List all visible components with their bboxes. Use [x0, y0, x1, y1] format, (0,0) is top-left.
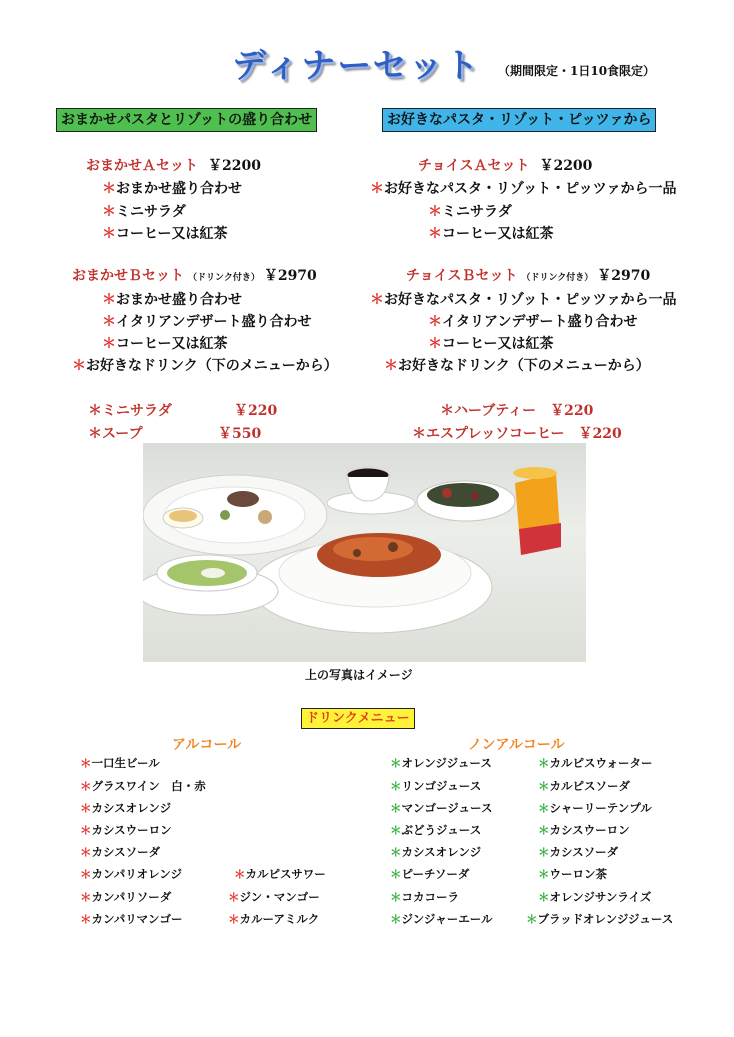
- choice-b-price: ￥2970: [597, 268, 651, 284]
- omakase-b-note: （ドリンク付き）: [188, 273, 260, 283]
- extra-salad: ＊ミニサラダ: [88, 403, 172, 419]
- alcohol-item: ＊カシスオレンジ: [80, 801, 172, 815]
- extra-soup: ＊スープ: [88, 426, 143, 442]
- omakase-a-price: ￥2200: [208, 158, 261, 174]
- omakase-a-item: ＊コーヒー又は紅茶: [102, 226, 228, 242]
- alcohol-item: ＊カシスウーロン: [80, 823, 172, 837]
- choice-a-item: ＊ミニサラダ: [428, 204, 512, 220]
- nonalcohol-item: ＊オレンジジュース: [390, 756, 492, 770]
- page-title: ディナーセット: [232, 46, 481, 86]
- omakase-b-item: ＊おまかせ盛り合わせ: [102, 292, 242, 308]
- choice-a-price: ￥2200: [539, 158, 593, 174]
- alcohol-item: ＊カンパリオレンジ: [80, 867, 183, 881]
- extra-salad-price: ￥220: [234, 403, 278, 419]
- nonalcohol-item: ＊シャーリーテンプル: [538, 801, 652, 815]
- omakase-b-name: おまかせＢセット: [72, 268, 184, 284]
- photo-caption: 上の写真はイメージ: [305, 668, 413, 682]
- alcohol-item: ＊カルーアミルク: [228, 912, 320, 926]
- choice-b-header: [406, 265, 650, 285]
- choice-a-item: ＊コーヒー又は紅茶: [428, 226, 554, 242]
- choice-a-header: [418, 155, 592, 175]
- nonalcohol-item: ＊カシスウーロン: [538, 823, 630, 837]
- dinner-photo-image: [143, 443, 586, 662]
- alcohol-item: ＊カルピスサワー: [234, 867, 326, 881]
- omakase-a-item: ＊おまかせ盛り合わせ: [102, 181, 242, 197]
- nonalcohol-title: ノンアルコール: [468, 737, 565, 753]
- omakase-a-header: [86, 155, 261, 175]
- omakase-b-price: ￥2970: [263, 268, 317, 284]
- omakase-a-item: ＊ミニサラダ: [102, 204, 186, 220]
- nonalcohol-item: ＊ウーロン茶: [538, 867, 607, 881]
- alcohol-item: ＊グラスワイン 白・赤: [80, 779, 206, 793]
- choice-b-item: ＊お好きなドリンク（下のメニューから）: [384, 358, 650, 374]
- nonalcohol-item: ＊ぶどうジュース: [390, 823, 482, 837]
- page-subtitle: （期間限定・1日10食限定）: [498, 64, 656, 78]
- choice-b-note: （ドリンク付き）: [521, 273, 594, 283]
- nonalcohol-item: ＊コカコーラ: [390, 890, 459, 904]
- choice-b-item: ＊コーヒー又は紅茶: [428, 336, 554, 352]
- choice-b-item: ＊お好きなパスタ・リゾット・ピッツァから一品: [370, 292, 677, 308]
- dinner-photo: [143, 443, 586, 662]
- nonalcohol-item: ＊ピーチソーダ: [390, 867, 470, 881]
- alcohol-item: ＊カンパリマンゴー: [80, 912, 183, 926]
- choice-b-name: チョイスＢセット: [406, 268, 518, 284]
- extra-herbtea: ＊ハーブティー ￥220: [440, 403, 594, 419]
- alcohol-title: アルコール: [172, 737, 242, 753]
- omakase-b-item: ＊イタリアンデザート盛り合わせ: [102, 314, 312, 330]
- nonalcohol-item: ＊ブラッドオレンジジュース: [526, 912, 674, 926]
- nonalcohol-item: ＊マンゴージュース: [390, 801, 493, 815]
- omakase-a-name: おまかせＡセット: [86, 158, 198, 174]
- nonalcohol-item: ＊オレンジサンライズ: [538, 890, 652, 904]
- omakase-b-header: [72, 265, 317, 285]
- choice-a-name: チョイスＡセット: [418, 158, 530, 174]
- alcohol-item: ＊カンパリソーダ: [80, 890, 172, 904]
- nonalcohol-item: ＊カシスオレンジ: [390, 845, 482, 859]
- omakase-b-item: ＊お好きなドリンク（下のメニューから）: [72, 358, 338, 374]
- drink-menu-banner: ドリンクメニュー: [301, 708, 415, 729]
- choice-a-item: ＊お好きなパスタ・リゾット・ピッツァから一品: [370, 181, 677, 197]
- nonalcohol-item: ＊カルピスソーダ: [538, 779, 630, 793]
- extra-soup-price: ￥550: [218, 426, 262, 442]
- alcohol-item: ＊ジン・マンゴー: [228, 890, 320, 904]
- omakase-b-item: ＊コーヒー又は紅茶: [102, 336, 228, 352]
- omakase-banner: おまかせパスタとリゾットの盛り合わせ: [56, 108, 317, 132]
- nonalcohol-item: ＊リンゴジュース: [390, 779, 482, 793]
- extra-espresso: ＊エスプレッソコーヒー ￥220: [412, 426, 622, 442]
- alcohol-item: ＊一口生ビール: [80, 756, 160, 770]
- nonalcohol-item: ＊ジンジャーエール: [390, 912, 493, 926]
- choice-banner: お好きなパスタ・リゾット・ピッツァから: [382, 108, 656, 132]
- choice-b-item: ＊イタリアンデザート盛り合わせ: [428, 314, 638, 330]
- nonalcohol-item: ＊カルピスウォーター: [538, 756, 653, 770]
- nonalcohol-item: ＊カシスソーダ: [538, 845, 619, 859]
- alcohol-item: ＊カシスソーダ: [80, 845, 161, 859]
